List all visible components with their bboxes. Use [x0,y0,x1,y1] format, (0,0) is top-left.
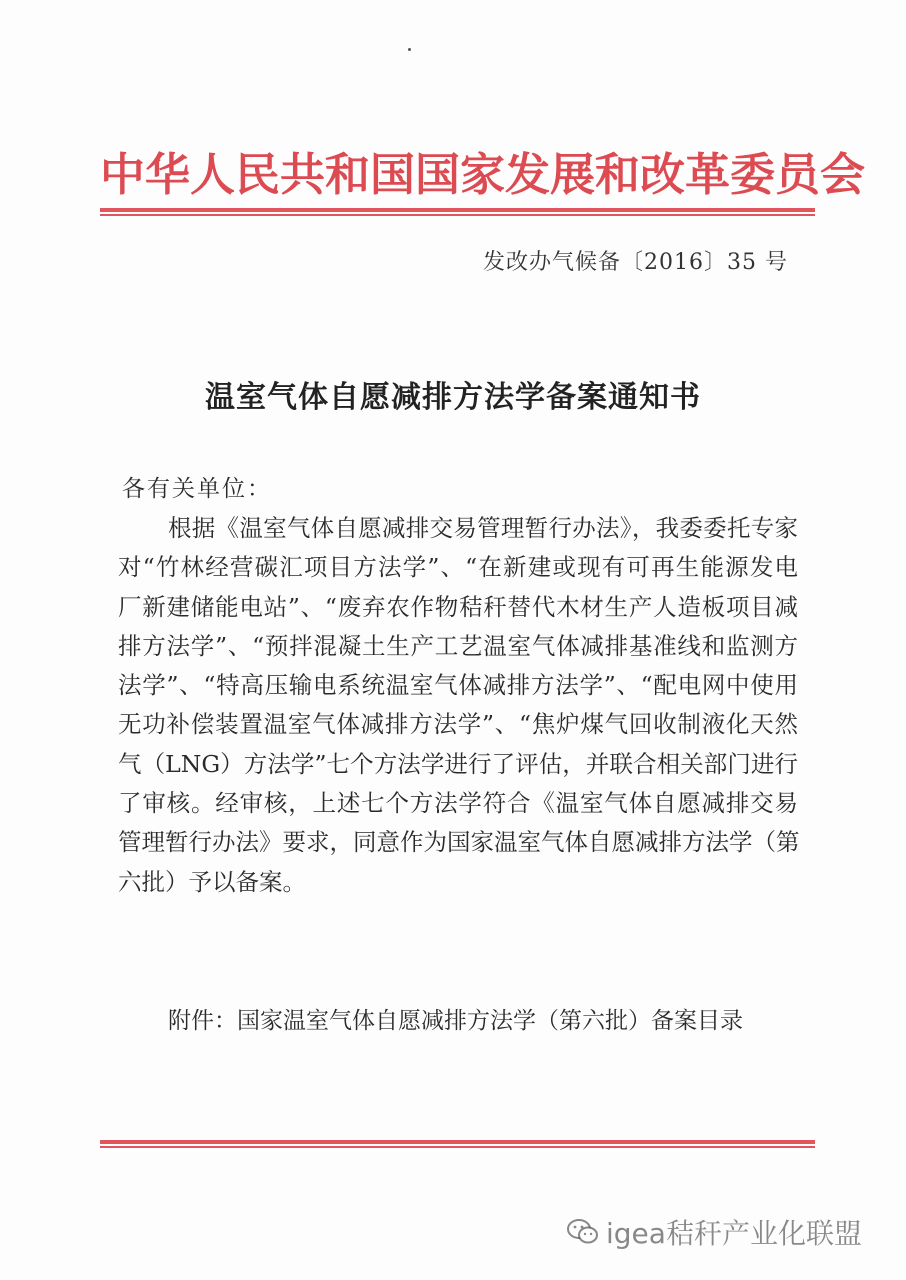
watermark [566,1212,862,1252]
salutation: 各有关单位： [122,476,272,502]
document-title: 温室气体自愿减排方法学备案通知书 [205,380,701,415]
body-line: 无功补偿装置温室气体减排方法学”、“焦炉煤气回收制液化天然 [118,710,798,739]
body-line: 厂新建储能电站”、“废弃农作物秸秆替代木材生产人造板项目减 [118,592,798,621]
organization-header: 中华人民共和国国家发展和改革委员会 [100,148,866,201]
wechat-icon [566,1217,600,1247]
body-line: 排方法学”、“预拌混凝土生产工艺温室气体减排基准线和监测方 [118,631,798,660]
body-line: 气（LNG）方法学”七个方法学进行了评估，并联合相关部门进行 [118,749,798,778]
body-line: 管理暂行办法》要求，同意作为国家温室气体自愿减排方法学（第 [118,828,800,857]
attachment-note: 附件：国家温室气体自愿减排方法学（第六批）备案目录 [168,1008,743,1034]
body-line: 六批）予以备案。 [118,867,306,896]
body-line: 了审核。经审核，上述七个方法学符合《温室气体自愿减排交易 [118,789,798,818]
watermark-text: igea秸秆产业化联盟 [606,1217,862,1250]
document-number: 发改办气候备〔2016〕35 号 [483,250,788,275]
body-line: 法学”、“特高压输电系统温室气体减排方法学”、“配电网中使用 [118,671,798,700]
body-line: 对“竹林经营碳汇项目方法学”、“在新建或现有可再生能源发电 [118,553,798,582]
scan-speck [408,48,411,51]
body-line: 根据《温室气体自愿减排交易管理暂行办法》，我委委托专家 [168,514,798,542]
header-divider [100,208,815,217]
footer-divider [100,1140,815,1149]
body-paragraph [118,509,798,902]
